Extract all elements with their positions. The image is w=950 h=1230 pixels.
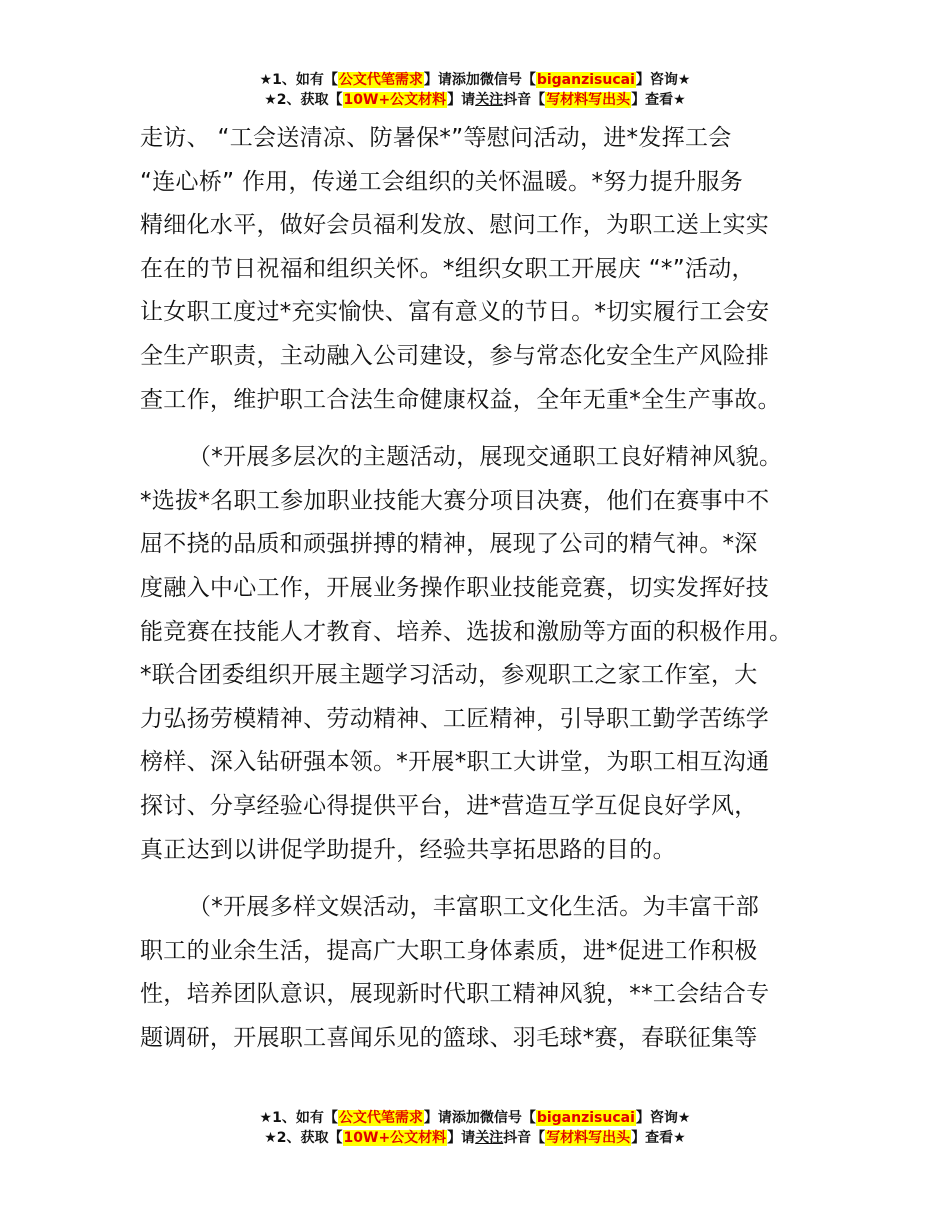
text-line: （*开展多层次的主题活动，展现交通职工良好精神风貌。 <box>188 444 783 471</box>
header-banner <box>0 70 950 110</box>
header-text: 】查看★ <box>631 92 686 108</box>
text-line: 在在的节日祝福和组织关怀。*组织女职工开展庆 “*”活动， <box>140 255 755 282</box>
text-line: （*开展多样文娱活动，丰富职工文化生活。为丰富干部 <box>188 894 759 921</box>
text-line: 屈不挠的品质和顽强拼搏的精神，展现了公司的精气神。*深 <box>140 531 758 558</box>
highlight-materials: 10W+公文材料 <box>343 92 447 108</box>
header-text: 抖音【 <box>503 92 546 108</box>
footer-banner <box>0 1108 950 1148</box>
text-line: 探讨、分享经验心得提供平台，进*营造互学互促良好学风， <box>140 792 758 819</box>
highlight-douyin-account: 写材料写出头 <box>546 1130 631 1146</box>
text-line: 能竞赛在技能人才教育、培养、选拔和激励等方面的积极作用。 <box>140 618 793 645</box>
paragraph-3 <box>140 886 830 1060</box>
footer-text: ★1、如有【 <box>259 1110 338 1126</box>
underlined-follow: 关注 <box>475 92 504 108</box>
highlight-service: 公文代笔需求 <box>338 72 423 88</box>
highlight-wechat-id: biganzisucai <box>536 72 635 88</box>
highlight-wechat-id: biganzisucai <box>536 1110 635 1126</box>
header-text: 】请添加微信号【 <box>423 72 536 88</box>
document-body <box>140 117 830 1060</box>
footer-text: 】咨询★ <box>635 1110 691 1126</box>
text-line: 走访、 “工会送清凉、防暑保*”等慰问活动，进*发挥工会 <box>140 125 732 151</box>
paragraph-1 <box>140 117 830 422</box>
text-line: 题调研，开展职工喜闻乐见的篮球、羽毛球*赛，春联征集等 <box>140 1024 758 1051</box>
text-line: *选拔*名职工参加职业技能大赛分项目决赛，他们在赛事中不 <box>140 487 770 514</box>
text-line: 查工作，维护职工合法生命健康权益，全年无重*全生产事故。 <box>140 386 781 413</box>
footer-text: 】查看★ <box>631 1130 686 1146</box>
text-line: 真正达到以讲促学助提升，经验共享拓思路的目的。 <box>140 836 676 863</box>
text-line: 让女职工度过*充实愉快、富有意义的节日。*切实履行工会安 <box>140 299 770 326</box>
highlight-douyin-account: 写材料写出头 <box>546 92 631 108</box>
text-line: 力弘扬劳模精神、劳动精神、工匠精神，引导职工勤学苦练学 <box>140 705 770 732</box>
header-text: ★2、获取【 <box>264 92 343 108</box>
text-line: *联合团委组织开展主题学习活动，参观职工之家工作室，大 <box>140 662 758 689</box>
text-line: 性，培养团队意识，展现新时代职工精神风貌，**工会结合专 <box>140 981 770 1008</box>
footer-text: 】请 <box>447 1130 476 1146</box>
text-line: 职工的业余生活，提高广大职工身体素质，进*促进工作积极 <box>140 937 758 964</box>
header-text: 】咨询★ <box>635 72 691 88</box>
footer-text: ★2、获取【 <box>264 1130 343 1146</box>
underlined-follow: 关注 <box>475 1130 504 1146</box>
text-line: 精细化水平，做好会员福利发放、慰问工作，为职工送上实实 <box>140 212 770 239</box>
footer-text: 】请添加微信号【 <box>423 1110 536 1126</box>
footer-text: 抖音【 <box>503 1130 546 1146</box>
header-text: ★1、如有【 <box>259 72 338 88</box>
footer-line-1 <box>0 1108 950 1128</box>
header-line-1 <box>0 70 950 90</box>
highlight-service: 公文代笔需求 <box>338 1110 423 1126</box>
text-line: “连心桥” 作用，传递工会组织的关怀温暖。*努力提升服务 <box>140 168 744 195</box>
header-text: 】请 <box>447 92 476 108</box>
text-line: 度融入中心工作，开展业务操作职业技能竞赛，切实发挥好技 <box>140 574 770 601</box>
highlight-materials: 10W+公文材料 <box>343 1130 447 1146</box>
paragraph-2 <box>140 436 830 872</box>
text-line: 榜样、深入钻研强本领。*开展*职工大讲堂，为职工相互沟通 <box>140 749 770 776</box>
header-line-2 <box>0 90 950 110</box>
text-line: 全生产职责，主动融入公司建设，参与常态化安全生产风险排 <box>140 342 770 369</box>
footer-line-2 <box>0 1128 950 1148</box>
